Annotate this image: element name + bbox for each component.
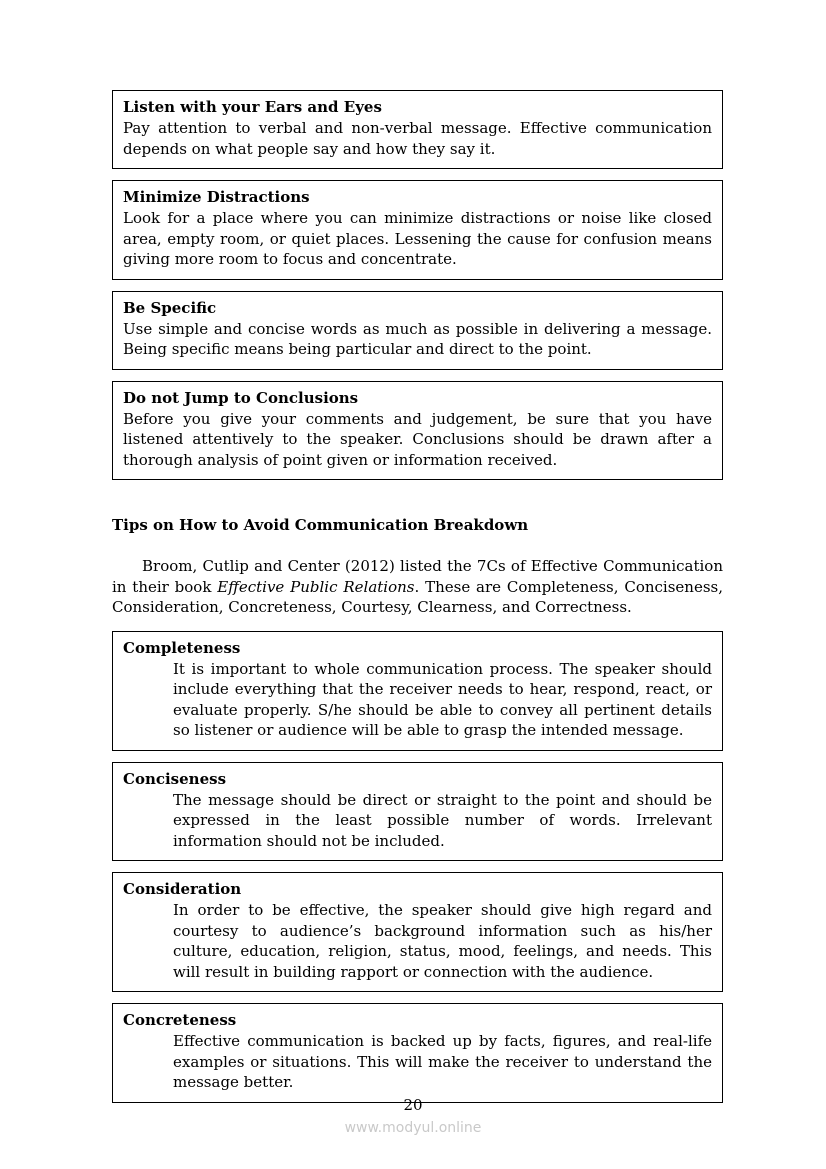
box-title: Concreteness [123,1011,237,1029]
intro-text-after: . These are Completeness, Conciseness, Consideration, Concreteness, Courtesy, Clearness, and Correctness. [112,577,723,616]
page-number: 20 [403,1096,423,1114]
box-body: Pay attention to verbal and non-verbal message. Effective communication depends on what people say and how they say it. [123,119,712,158]
tip-box-be-specific [112,291,723,370]
box-body: Before you give your comments and judgement, be sure that you have listened attentively to the speaker. Conclusions should be drawn after a thorough analysis of point given or information received. [123,409,712,469]
box-body: Effective communication is backed up by facts, figures, and real-life examples or situations. This will make the receiver to understand the message better. [173,1032,712,1091]
box-title: Consideration [123,880,242,898]
c-box-conciseness [112,762,723,862]
tip-box-listen-ears-eyes [112,90,723,169]
box-body: Use simple and concise words as much as possible in delivering a message. Being specific means being particular and direct to the point. [123,319,712,358]
section-heading: Tips on How to Avoid Communication Breakdown [112,516,529,534]
box-title: Minimize Distractions [123,188,310,206]
box-title: Listen with your Ears and Eyes [123,98,382,116]
box-title: Do not Jump to Conclusions [123,388,359,407]
box-body: Look for a place where you can minimize distractions or noise like closed area, empty room, or quiet places. Lessening the cause for confusion means giving more room to focus and concentrate. [123,209,712,268]
tip-box-minimize-distractions [112,180,723,280]
watermark: www.modyul.online [344,1120,482,1136]
c-box-concreteness [112,1003,723,1103]
intro-paragraph [112,556,723,618]
page-content [112,90,723,1114]
box-body: In order to be effective, the speaker should give high regard and courtesy to audience’s background information such as his/her culture, education, religion, status, mood, feelings, and needs. This will result in building rapport or connection with the audience. [173,901,712,981]
box-body: It is important to whole communication process. The speaker should include everything that the receiver needs to hear, respond, react, or evaluate properly. S/he should be able to convey all pertinent details so listener or audience will be able to grasp the intended message. [173,659,712,739]
box-title: Be Specific [123,298,217,317]
c-box-completeness [112,631,723,751]
box-title: Conciseness [123,769,227,788]
tip-box-no-jump-conclusions [112,381,723,481]
intro-text-before: Broom, Cutlip and Center (2012) listed the 7Cs of Effective Communication in their book [112,557,723,596]
box-body: The message should be direct or straight to the point and should be expressed in the least possible number of words. Irrelevant information should not be included. [173,790,712,850]
box-title: Completeness [123,638,241,657]
intro-book-title: Effective Public Relations [217,577,415,596]
c-box-consideration [112,872,723,992]
